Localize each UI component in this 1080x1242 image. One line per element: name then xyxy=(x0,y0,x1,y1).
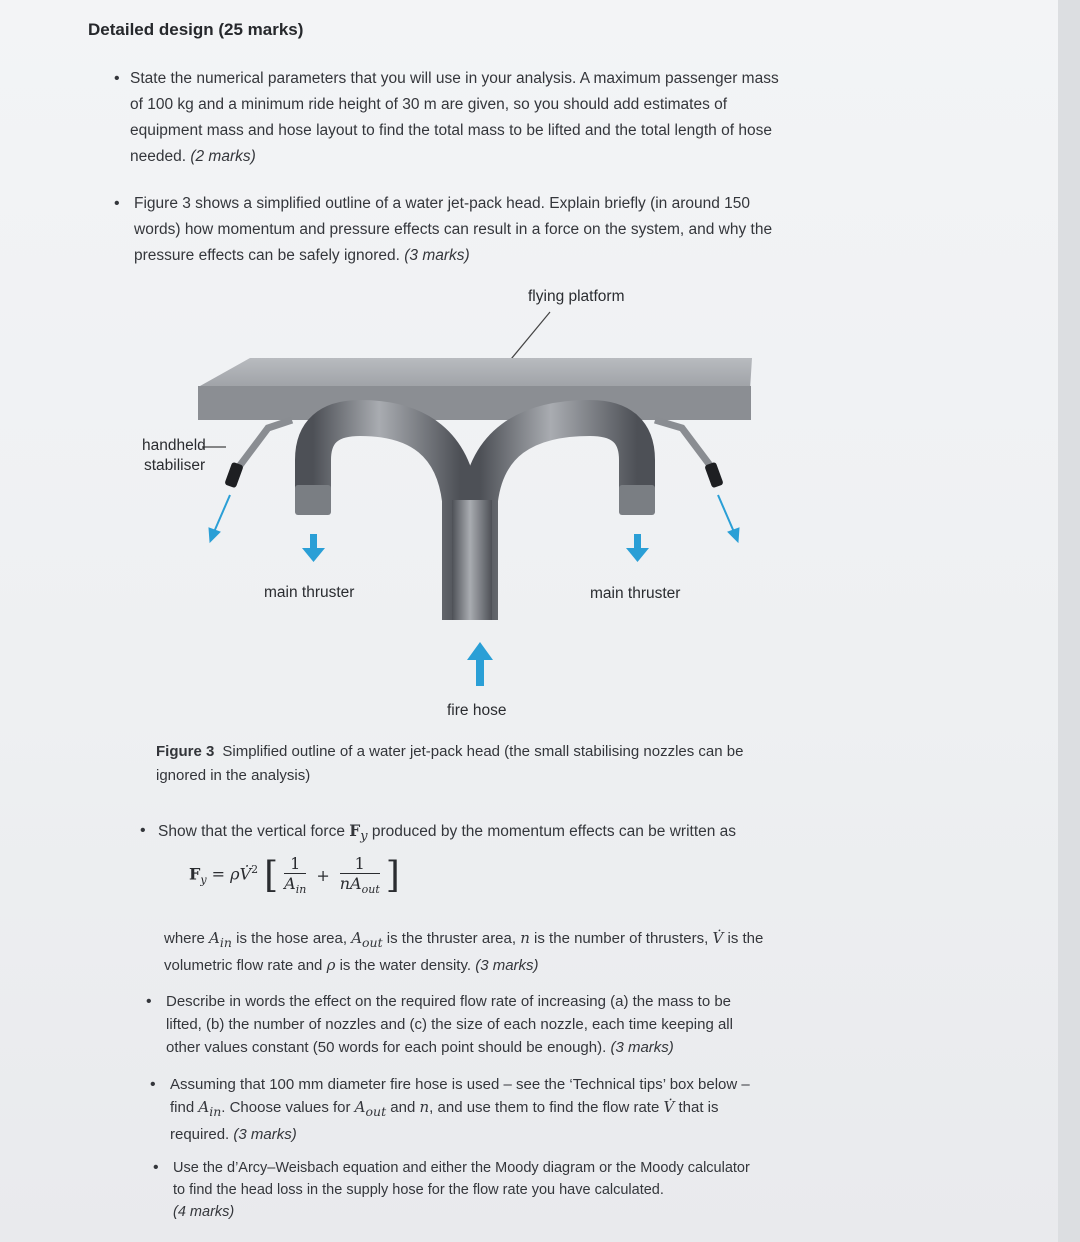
formula-lhs xyxy=(188,854,262,896)
b5-Ain-sub: in xyxy=(209,1104,222,1119)
bullet-describe xyxy=(146,990,766,1059)
hose-arrow xyxy=(465,640,495,690)
bullet-text: Use the d’Arcy–Weisbach equation and either the Moody diagram or the Moody calculator to find the head loss in the supply hose for the flow rate you have calculated. xyxy=(173,1160,750,1198)
thrust-arrow-right-head xyxy=(626,548,649,562)
section-heading: Detailed design (25 marks) xyxy=(88,20,304,39)
where-rho: ρ xyxy=(326,956,336,974)
stabiliser-arm-right xyxy=(655,420,712,468)
b5-V: V̇ xyxy=(663,1098,675,1116)
hose-arrow-shaft xyxy=(476,660,484,686)
stabiliser-arrow-left xyxy=(214,495,230,532)
where-p5: is the volumetric flow rate and xyxy=(164,930,764,974)
where-Aout-sub: out xyxy=(362,935,383,950)
formula-bracket-open: [ xyxy=(264,854,279,896)
bullet-text: Describe in words the effect on the required flow rate of increasing (a) the mass to be lifted, (b) the number of nozzles and (c) the size of each nozzle, each time keeping all other values constant (50 words for each point should be enough). xyxy=(166,993,733,1056)
formula-eq: = ρV̇ xyxy=(211,864,252,884)
bullet-darcy xyxy=(153,1157,763,1223)
figure-caption xyxy=(156,740,776,788)
bullet-dot: • xyxy=(140,822,146,839)
where-p3: is the thruster area, xyxy=(382,930,521,947)
bullet-figure3 xyxy=(114,191,774,269)
thrust-arrow-left-shaft xyxy=(310,534,317,548)
bullet-marks: (2 marks) xyxy=(190,148,256,165)
label-handheld: handheld xyxy=(142,437,206,454)
where-Aout: A xyxy=(351,929,363,947)
thrust-arrow-right-shaft xyxy=(634,534,641,548)
force-formula xyxy=(188,854,402,896)
stabiliser-grip-left xyxy=(224,462,243,489)
b5-p4: , and use them to find the flow rate xyxy=(429,1099,664,1116)
bullet-show-force xyxy=(140,818,778,850)
frac1-sub: in xyxy=(295,883,307,897)
formula-layout xyxy=(188,854,402,896)
formula-frac2 xyxy=(336,854,384,896)
label-flying-platform: flying platform xyxy=(528,288,625,305)
formula-bracket-close: ] xyxy=(385,854,400,896)
where-marks: (3 marks) xyxy=(475,957,539,974)
bullet-marks: (3 marks) xyxy=(233,1126,297,1143)
frac1-A: A xyxy=(284,874,296,893)
fire-hose-pipe xyxy=(452,500,492,620)
hose-arrowhead xyxy=(467,642,493,660)
frac2-den xyxy=(340,874,380,896)
caption-text: Simplified outline of a water jet-pack head (the small stabilising nozzles can be ignored in the analysis) xyxy=(156,743,744,784)
b5-Aout: A xyxy=(354,1098,366,1116)
label-main-thruster-right: main thruster xyxy=(590,585,681,602)
stabiliser-arrowhead-left xyxy=(209,528,220,542)
where-V: V̇ xyxy=(712,929,724,947)
formula-F: F xyxy=(189,864,201,884)
frac2-nA: nA xyxy=(339,874,362,893)
stabiliser-arrowhead-right xyxy=(728,528,739,542)
formula-F-sub: y xyxy=(200,873,207,887)
formula-sup: 2 xyxy=(251,863,259,877)
where-p2: is the hose area, xyxy=(231,930,352,947)
nozzle-right xyxy=(619,485,655,515)
stabiliser-arm-left xyxy=(238,420,292,468)
bullet-text-end: produced by the momentum effects can be written as xyxy=(367,823,737,840)
b5-p2: . Choose values for xyxy=(221,1099,355,1116)
bullet-marks: (4 marks) xyxy=(173,1204,235,1220)
formula-frac1 xyxy=(280,854,310,896)
force-subscript: y xyxy=(360,829,368,845)
where-Ain-sub: in xyxy=(219,935,232,950)
b5-p3: and xyxy=(386,1099,420,1116)
label-stabiliser: stabiliser xyxy=(144,457,206,474)
bullet-dot: • xyxy=(150,1076,156,1093)
stabiliser-grip-right xyxy=(704,462,723,489)
bullet-dot: • xyxy=(114,195,120,212)
bullet-text: State the numerical parameters that you will use in your analysis. A maximum passenger mass of 100 kg and a minimum ride height of 30 m are given, so you should add estimates of equipment mass and hose layout to find the total mass to be lifted and the total length of hose needed. xyxy=(130,70,779,165)
b5-Aout-sub: out xyxy=(365,1104,387,1119)
where-text xyxy=(164,927,774,977)
where-p4: is the number of thrusters, xyxy=(529,930,713,947)
bullet-dot: • xyxy=(153,1159,159,1176)
b5-Ain: A xyxy=(198,1098,210,1116)
b5-n: n xyxy=(419,1098,430,1116)
bullet-fire-hose xyxy=(150,1073,770,1146)
bullet-text: Figure 3 shows a simplified outline of a water jet-pack head. Explain briefly (in around 150 words) how momentum and pressure effects can result in a force on the system, and why the pressure effects can be safely ignored. xyxy=(134,195,773,264)
b5-p5: that is required. xyxy=(170,1099,719,1143)
bullet-text: Show that the vertical force xyxy=(158,823,350,840)
force-symbol: F xyxy=(349,821,361,840)
page-edge xyxy=(1058,0,1080,1242)
bullet-marks: (3 marks) xyxy=(404,247,470,264)
frac1-num: 1 xyxy=(284,854,306,874)
where-p6: is the water density. xyxy=(335,957,472,974)
b5-p1: Assuming that 100 mm diameter fire hose is used – see the ‘Technical tips’ box below – find xyxy=(170,1076,750,1116)
bullet-dot: • xyxy=(146,993,152,1010)
nozzle-left xyxy=(295,485,331,515)
where-Ain: A xyxy=(209,929,220,947)
bullet-marks: (3 marks) xyxy=(610,1039,674,1056)
label-fire-hose: fire hose xyxy=(447,702,507,719)
stabiliser-arrow-right xyxy=(718,495,734,532)
frac2-sub: out xyxy=(361,883,380,897)
formula-plus: + xyxy=(316,865,330,885)
caption-label: Figure 3 xyxy=(156,743,215,760)
bullet-parameters xyxy=(114,66,790,170)
label-main-thruster-left: main thruster xyxy=(264,584,355,601)
frac1-den xyxy=(284,874,306,896)
platform-top xyxy=(200,358,752,390)
thrust-arrow-left-head xyxy=(302,548,325,562)
jetpack-figure xyxy=(130,300,770,630)
platform-front xyxy=(198,386,751,420)
where-n: n xyxy=(520,929,530,947)
where-p1: where xyxy=(164,930,210,947)
bullet-dot: • xyxy=(114,70,120,87)
frac2-num: 1 xyxy=(340,854,380,874)
